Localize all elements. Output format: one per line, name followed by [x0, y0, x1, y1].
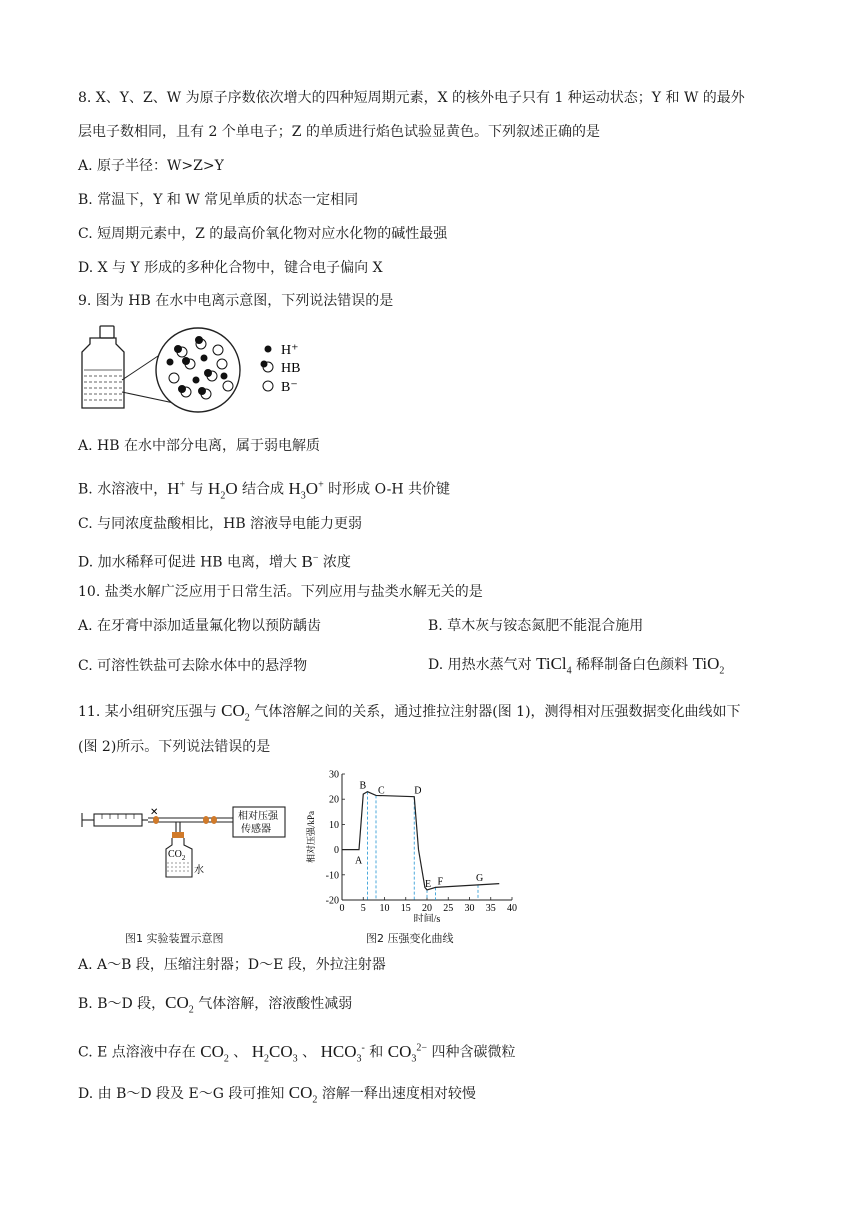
q11-stem-line2: (图 2)所示。下列说法错误的是: [78, 739, 271, 755]
svg-text:相对压强: 相对压强: [238, 811, 278, 822]
q8-option-d: D. X 与 Y 形成的多种化合物中，键合电子偏向 X: [78, 260, 383, 276]
q9-option-d: D. 加水稀释可促进 HB 电离，增大 B− 浓度: [78, 551, 351, 571]
point-label-f: F: [437, 876, 444, 888]
x-tick-label: 30: [464, 903, 475, 914]
hb-legend-icon: [261, 361, 268, 368]
x-tick-label: 0: [339, 903, 345, 914]
q9-stem: 9. 图为 HB 在水中电离示意图，下列说法错误的是: [78, 293, 394, 309]
apparatus-diagram: [78, 795, 303, 885]
point-label-e: E: [425, 878, 432, 890]
y-axis-label: 相对压强/kPa: [306, 810, 316, 864]
q9-option-b: B. 水溶液中，H+ 与 $H_2O$ 结合成 $H_3O^+$ 时形成 O-H 共价键: [78, 478, 450, 502]
b-legend-icon: [263, 381, 273, 391]
q11-option-d: D. 由 B～D 段及 E～G 段可推知 $CO_2$ 溶解一释出速度相对较慢: [78, 1083, 476, 1106]
legend-b: B⁻: [281, 380, 298, 395]
y-tick-label: -10: [325, 870, 339, 882]
q10-option-d: D. 用热水蒸气对 TiCl$_4$ 稀释制备白色颜料 TiO$_2$: [428, 654, 725, 677]
pressure-chart: [300, 762, 525, 922]
q11-option-c: C. E 点溶液中存在 $CO_2$ 、 $H_2CO_3$ 、 $HCO_3^-$ 和 $CO_3^{2-}$ 四种含碳微粒: [78, 1041, 516, 1065]
svg-text:传感器: 传感器: [241, 824, 271, 835]
q10-stem: 10. 盐类水解广泛应用于日常生活。下列应用与盐类水解无关的是: [78, 584, 483, 600]
y-tick-label: 0: [334, 845, 339, 857]
point-label-c: C: [378, 785, 385, 797]
y-tick-label: -20: [325, 895, 339, 907]
h-legend-icon: [265, 346, 272, 353]
q8-stem-line1: 8. X、Y、Z、W 为原子序数依次增大的四种短周期元素，X 的核外电子只有 1 种运动状态；Y 和 W 的最外: [78, 90, 745, 106]
q10-option-c: C. 可溶性铁盐可去除水体中的悬浮物: [78, 658, 308, 674]
point-label-a: A: [355, 855, 363, 867]
x-tick-label: 40: [507, 903, 517, 914]
x-axis-label: 时间/s: [413, 914, 441, 922]
y-tick-label: 30: [329, 769, 339, 781]
x-tick-label: 35: [485, 903, 496, 914]
x-tick-label: 25: [443, 903, 454, 914]
point-label-g: G: [476, 872, 484, 884]
bottle-icon: [82, 326, 124, 408]
q10-option-a: A. 在牙膏中添加适量氟化物以预防龋齿: [78, 618, 322, 634]
svg-text:✕: ✕: [150, 807, 159, 818]
q11-stem-line1: 11. 某小组研究压强与 $CO_2$ 气体溶解之间的关系，通过推拉注射器(图 1)，测得相对压强数据变化曲线如下: [78, 701, 741, 724]
q11-option-b: B. B～D 段，$CO_2$ 气体溶解，溶液酸性减弱: [78, 993, 353, 1016]
hb-ionization-diagram: [78, 322, 318, 414]
q10-option-b: B. 草木灰与铵态氮肥不能混合施用: [428, 618, 644, 634]
q8-stem-line2: 层电子数相同，且有 2 个单电子；Z 的单质进行焰色试验显黄色。下列叙述正确的是: [78, 124, 600, 140]
valve-icons: [153, 816, 217, 824]
q11-option-a: A. A～B 段，压缩注射器；D～E 段，外拉注射器: [78, 957, 386, 973]
q8-option-b: B. 常温下，Y 和 W 常见单质的状态一定相同: [78, 192, 359, 208]
svg-text:CO2: $CO_2$: [168, 849, 186, 862]
y-tick-label: 20: [329, 794, 339, 806]
x-tick-label: 5: [360, 903, 366, 914]
x-tick-label: 10: [379, 903, 390, 914]
legend-hb: HB: [281, 361, 301, 376]
water-label: 水: [194, 865, 204, 876]
y-tick-label: 10: [329, 819, 339, 831]
fig2-caption: 图2 压强变化曲线: [366, 932, 454, 945]
q8-option-c: C. 短周期元素中，Z 的最高价氧化物对应水化物的碱性最强: [78, 226, 448, 242]
q8-option-a: A. 原子半径：W>Z>Y: [78, 158, 224, 174]
syringe-icon: [82, 813, 148, 827]
legend-h: H⁺: [281, 343, 299, 358]
point-label-b: B: [359, 780, 367, 792]
fig1-caption: 图1 实验装置示意图: [125, 932, 224, 945]
q9-option-a: A. HB 在水中部分电离，属于弱电解质: [78, 438, 320, 454]
x-tick-label: 15: [400, 903, 411, 914]
x-tick-label: 20: [422, 903, 432, 914]
q9-option-c: C. 与同浓度盐酸相比，HB 溶液导电能力更弱: [78, 516, 363, 532]
point-label-d: D: [414, 785, 422, 797]
